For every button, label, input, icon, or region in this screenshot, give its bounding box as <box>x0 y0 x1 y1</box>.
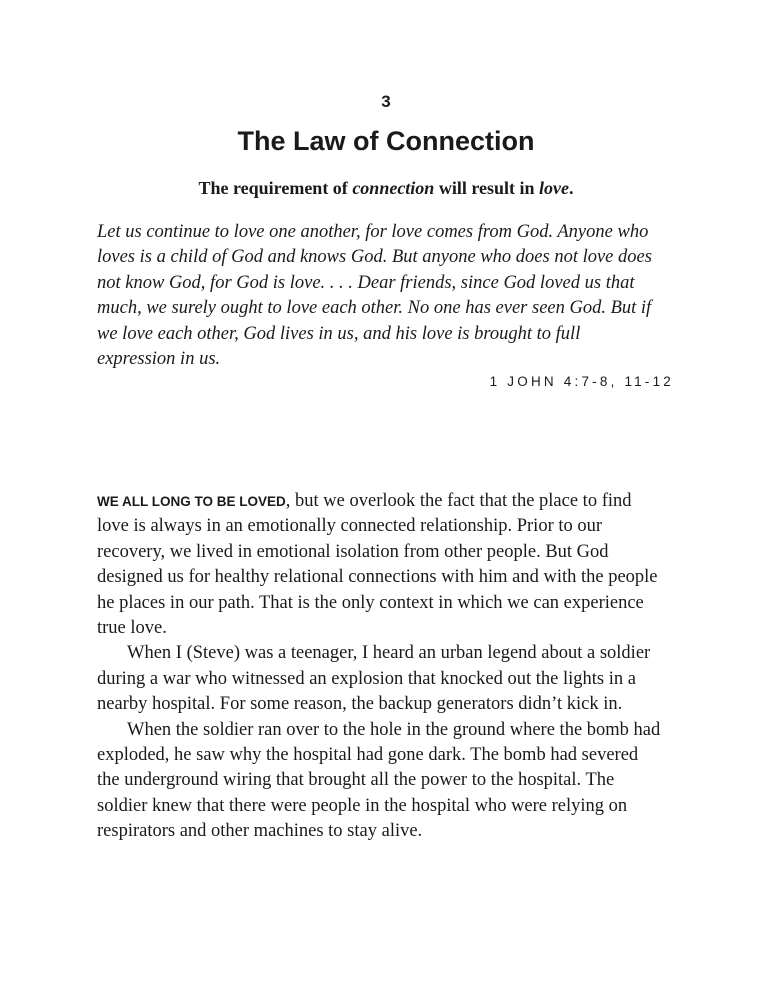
epigraph-line: we love each other, God lives in us, and his love is brought to full <box>97 323 581 344</box>
epigraph-line: Let us continue to love one another, for love comes from God. Anyone who <box>97 222 649 242</box>
subtitle-emphasis-love: love <box>539 178 569 198</box>
epigraph-quote <box>97 220 677 372</box>
paragraph-line: nearby hospital. For some reason, the backup generators didn’t kick in. <box>97 694 623 715</box>
subtitle-text-2: will result in <box>434 178 540 198</box>
subtitle-text-1: The requirement of <box>198 178 353 198</box>
paragraph-3 <box>97 718 687 845</box>
paragraph-line: recovery, we lived in emotional isolation from other people. But God <box>97 541 609 562</box>
paragraph-1 <box>97 489 687 641</box>
chapter-title: The Law of Connection <box>237 126 535 156</box>
paragraph-line: When I (Steve) was a teenager, I heard an urban legend about a soldier <box>127 643 651 664</box>
chapter-number: 3 <box>381 92 391 111</box>
body-text <box>97 489 687 845</box>
paragraph-line: exploded, he saw why the hospital had gone dark. The bomb had severed <box>97 745 639 766</box>
epigraph-line: expression in us. <box>97 349 221 370</box>
paragraph-line: soldier knew that there were people in the hospital who were relying on <box>97 795 628 816</box>
paragraph-line: respirators and other machines to stay alive. <box>97 821 423 842</box>
paragraph-line: the underground wiring that brought all the power to the hospital. The <box>97 770 615 791</box>
epigraph-line: loves is a child of God and knows God. But anyone who does not love does <box>97 247 652 268</box>
paragraph-2 <box>97 641 687 717</box>
paragraph-line: When the soldier ran over to the hole in the ground where the bomb had <box>127 719 661 740</box>
paragraph-line <box>97 489 687 514</box>
paragraph-line: designed us for healthy relational connections with him and with the people <box>97 567 658 588</box>
paragraph-line: love is always in an emotionally connected relationship. Prior to our <box>97 516 603 537</box>
lead-in-caps: WE ALL LONG TO BE LOVED <box>97 494 286 509</box>
paragraph-line: true love. <box>97 618 167 639</box>
chapter-subtitle <box>0 176 772 200</box>
paragraph-line: during a war who witnessed an explosion that knocked out the lights in a <box>97 668 636 689</box>
paragraph-line: he places in our path. That is the only context in which we can experience <box>97 592 644 613</box>
subtitle-emphasis-connection: connection <box>352 178 435 198</box>
epigraph-line: much, we surely ought to love each other. No one has ever seen God. But if <box>97 298 652 319</box>
subtitle-text-3: . <box>569 178 574 198</box>
epigraph-citation: 1 JOHN 4:7-8, 11-12 <box>489 374 674 389</box>
paragraph-line-text: , but we overlook the fact that the place to find <box>285 491 632 511</box>
epigraph-line: not know God, for God is love. . . . Dear friends, since God loved us that <box>97 272 635 293</box>
